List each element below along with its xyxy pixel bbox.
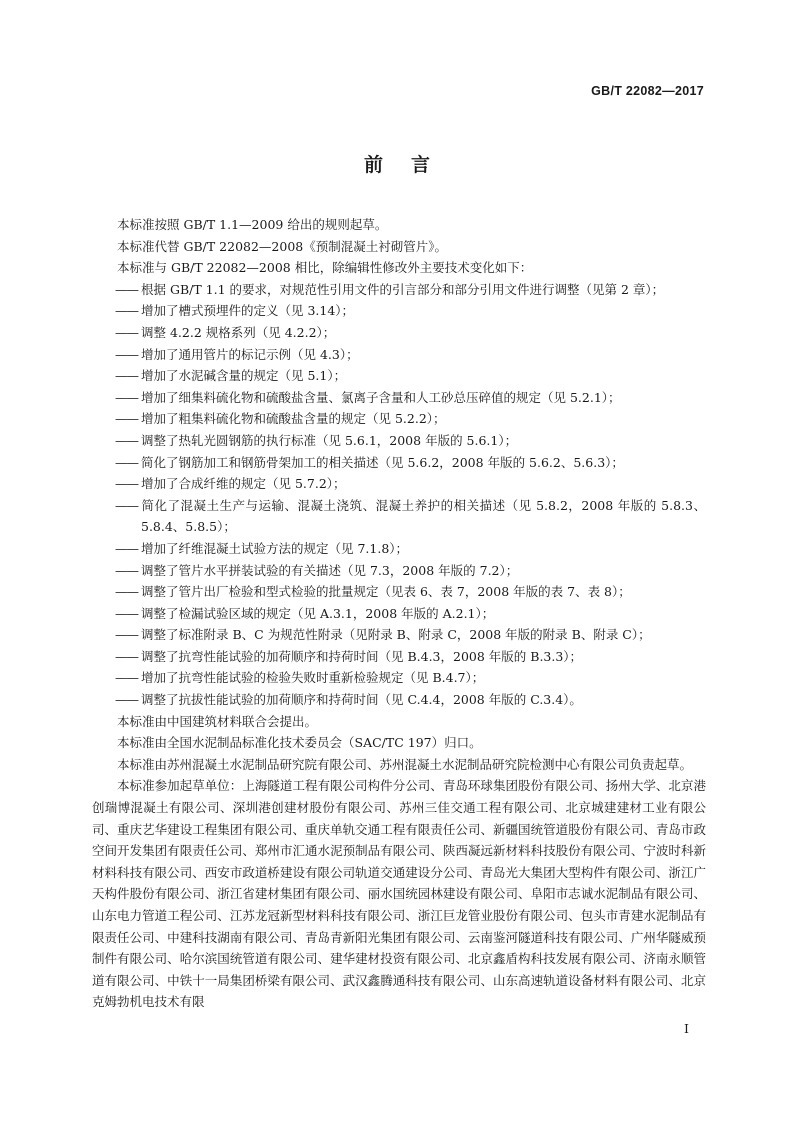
change-item-text: 调整了抗弯性能试验的加荷顺序和持荷时间（见 B.4.3，2008 年版的 B.3.3）； xyxy=(141,648,583,664)
change-item xyxy=(92,408,706,430)
change-item xyxy=(92,581,706,603)
change-item-text: 增加了纤维混凝土试验方法的规定（见 7.1.8）； xyxy=(141,540,409,556)
change-item xyxy=(92,603,706,625)
change-item-text: 增加了水泥碱含量的规定（见 5.1）； xyxy=(141,368,347,384)
change-item xyxy=(92,430,706,452)
list-dash: —— xyxy=(115,648,138,664)
intro-paragraph: 本标准按照 GB/T 1.1—2009 给出的规则起草。 xyxy=(117,217,388,232)
change-item xyxy=(92,689,706,711)
list-dash: —— xyxy=(115,605,138,621)
list-dash: —— xyxy=(115,389,138,405)
change-item xyxy=(92,495,706,538)
document-number: GB/T 22082—2017 xyxy=(591,84,704,98)
change-item xyxy=(92,387,706,409)
change-item xyxy=(92,667,706,689)
list-dash: —— xyxy=(115,497,138,513)
change-item xyxy=(92,473,706,495)
list-dash: —— xyxy=(115,281,138,297)
change-item-text: 调整了管片出厂检验和型式检验的批量规定（见表 6、表 7，2008 年版的表 7、表 8）； xyxy=(141,584,631,600)
change-item-text: 调整了管片水平拼装试验的有关描述（见 7.3，2008 年版的 7.2）； xyxy=(141,562,519,578)
list-dash: —— xyxy=(115,411,138,427)
change-item-text: 增加了粗集料硫化物和硫酸盐含量的规定（见 5.2.2）； xyxy=(141,411,446,427)
list-dash: —— xyxy=(115,584,138,600)
change-item xyxy=(92,538,706,560)
participants-paragraph: 本标准参加起草单位：上海隧道工程有限公司构件分公司、青岛环球集团股份有限公司、扬州大学、北京港创瑞博混凝土有限公司、深圳港创建材股份有限公司、苏州三佳交通工程有限公司、北京城建建材工业有限公司、重庆艺华建设工程集团有限公司、重庆单轨交通工程有限责任公司、新疆国统管道股份有限公司、青岛市政空间开发集团有限责任公司、郑州市汇通水泥预制品有限公司、陕西凝远新材料科技股份有限公司、宁波时科新材料科技有限公司、西安市政道桥建设有限公司轨道交通建设分公司、青岛光大集团大型构件有限公司、浙江广天构件股份有限公司、浙江省建材集团有限公司、丽水国统园林建设有限公司、阜阳市志诚水泥制品有限公司、山东电力管道工程公司、江苏龙冠新型材料科技有限公司、浙江巨龙管业股份有限公司、包头市青建水泥制品有限责任公司、中建科技湖南有限公司、青岛青新阳光集团有限公司、云南鉴河隧道科技有限公司、广州华隧威预制件有限公司、哈尔滨国统管道有限公司、建华建材投资有限公司、北京鑫盾构科技发展有限公司、济南永顺管道有限公司、中铁十一局集团桥梁有限公司、武汉鑫腾通科技有限公司、山东高速轨道设备材料有限公司、北京克姆勃机电技术有限 xyxy=(92,778,706,1010)
preface-body xyxy=(92,214,706,1013)
centralized-management-paragraph: 本标准由全国水泥制品标准化技术委员会（SAC/TC 197）归口。 xyxy=(117,735,482,751)
change-item-text: 调整了热轧光圆钢筋的执行标准（见 5.6.1，2008 年版的 5.6.1）； xyxy=(141,432,518,448)
change-item xyxy=(92,279,706,301)
list-dash: —— xyxy=(115,476,138,492)
change-item-text: 增加了抗弯性能试验的检验失败时重新检验规定（见 B.4.7）； xyxy=(141,670,485,686)
change-item-text: 增加了槽式预埋件的定义（见 3.14）； xyxy=(141,303,355,319)
list-dash: —— xyxy=(115,627,138,643)
change-item-text: 增加了通用管片的标记示例（见 4.3）； xyxy=(141,346,359,362)
change-item xyxy=(92,560,706,582)
change-item xyxy=(92,624,706,646)
list-dash: —— xyxy=(115,670,138,686)
change-list xyxy=(92,279,706,711)
change-item xyxy=(92,300,706,322)
list-dash: —— xyxy=(115,540,138,556)
intro-paragraph: 本标准代替 GB/T 22082—2008《预制混凝土衬砌管片》。 xyxy=(117,238,447,254)
change-item xyxy=(92,322,706,344)
change-item-text: 增加了合成纤维的规定（见 5.7.2）； xyxy=(141,476,346,492)
list-dash: —— xyxy=(115,454,138,470)
change-item-text: 增加了细集料硫化物和硫酸盐含量、氯离子含量和人工砂总压碎值的规定（见 5.2.1）； xyxy=(141,389,621,405)
change-item-text: 简化了混凝土生产与运输、混凝土浇筑、混凝土养护的相关描述（见 5.8.2，2008 年版的 5.8.3、5.8.4、5.8.5）； xyxy=(141,497,706,535)
list-dash: —— xyxy=(115,303,138,319)
change-item-text: 简化了钢筋加工和钢筋骨架加工的相关描述（见 5.6.2，2008 年版的 5.6.2、5.6.3）； xyxy=(141,454,624,470)
list-dash: —— xyxy=(115,346,138,362)
list-dash: —— xyxy=(115,368,138,384)
change-item-text: 调整了检漏试验区域的规定（见 A.3.1，2008 年版的 A.2.1）； xyxy=(141,605,495,621)
list-dash: —— xyxy=(115,324,138,340)
intro-paragraph: 本标准与 GB/T 22082—2008 相比，除编辑性修改外主要技术变化如下： xyxy=(117,260,533,276)
list-dash: —— xyxy=(115,432,138,448)
proposer-paragraph: 本标准由中国建筑材料联合会提出。 xyxy=(117,713,318,729)
change-item xyxy=(92,344,706,366)
change-item-text: 调整了标准附录 B、C 为规范性附录（见附录 B、附录 C，2008 年版的附录 B、附录 C）； xyxy=(141,627,651,643)
change-item xyxy=(92,365,706,387)
change-item xyxy=(92,646,706,668)
page-number: I xyxy=(684,1021,689,1036)
drafter-paragraph: 本标准由苏州混凝土水泥制品研究院有限公司、苏州混凝土水泥制品研究院检测中心有限公司负责起草。 xyxy=(117,756,693,772)
list-dash: —— xyxy=(115,692,138,708)
change-item-text: 调整 4.2.2 规格系列（见 4.2.2）； xyxy=(141,324,336,340)
change-item-text: 调整了抗拔性能试验的加荷顺序和持荷时间（见 C.4.4，2008 年版的 C.3.4）。 xyxy=(141,692,582,708)
list-dash: —— xyxy=(115,562,138,578)
page-title: 前言 xyxy=(363,154,458,176)
change-item-text: 根据 GB/T 1.1 的要求，对规范性引用文件的引言部分和部分引用文件进行调整（见第 2 章）； xyxy=(141,281,665,297)
change-item xyxy=(92,452,706,474)
